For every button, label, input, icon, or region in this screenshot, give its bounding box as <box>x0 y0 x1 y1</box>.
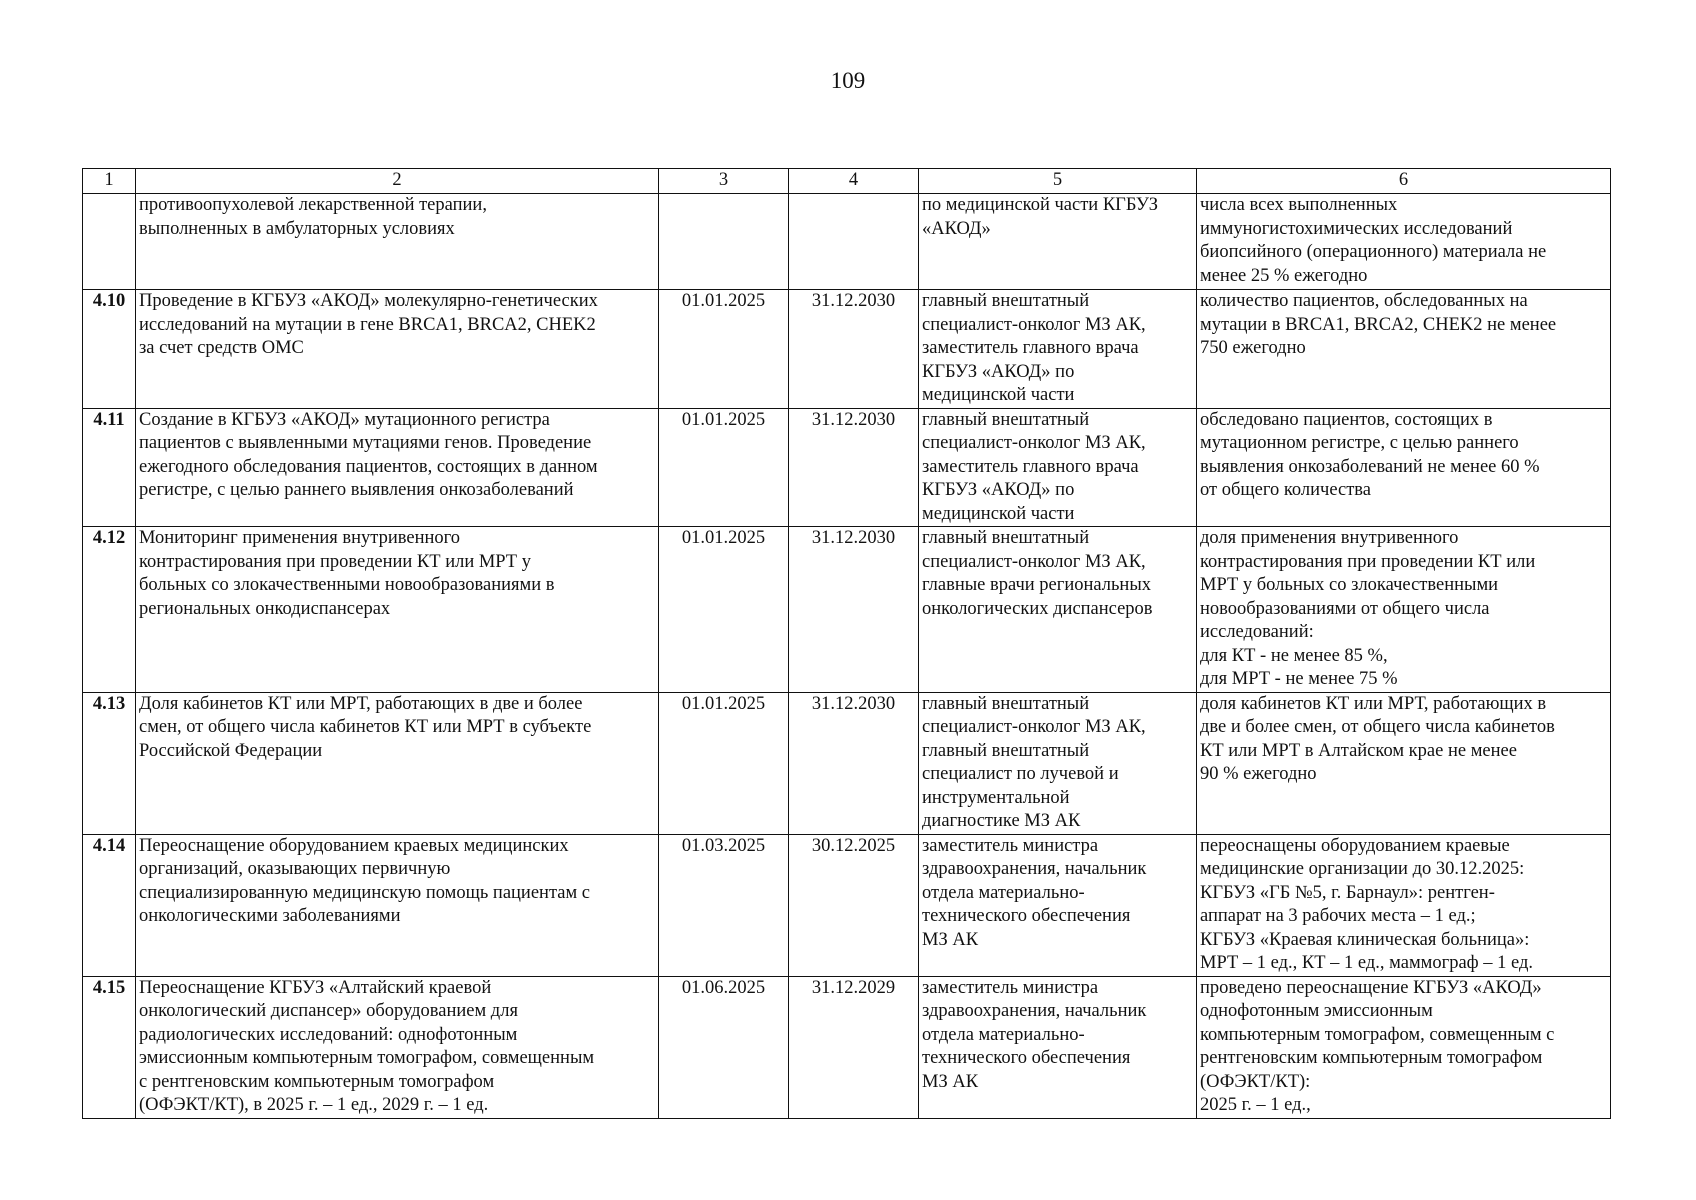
expected-result-line: 2025 г. – 1 ед., <box>1200 1095 1311 1115</box>
expected-result <box>1197 194 1611 290</box>
responsible-executor-line: специалист-онколог МЗ АК, <box>922 433 1146 453</box>
expected-result-line: КГБУЗ «Краевая клиническая больница»: <box>1200 929 1530 950</box>
start-date: 01.01.2025 <box>659 527 789 693</box>
responsible-executor-line: технического обеспечения <box>922 906 1131 926</box>
expected-result-line: КГБУЗ «ГБ №5, г. Барнаул»: рентген- <box>1200 882 1495 903</box>
measure-description-line: радиологических исследований: однофотонным <box>139 1024 518 1045</box>
end-date <box>789 194 919 290</box>
responsible-executor-line: главный внештатный <box>922 291 1090 311</box>
measure-description-line: эмиссионным компьютерным томографом, совмещенным <box>139 1048 595 1068</box>
measure-description-line: регистре, с целью раннего выявления онкозаболеваний <box>139 480 574 500</box>
table-row <box>83 976 1611 1118</box>
table-row <box>83 408 1611 527</box>
table-row <box>83 290 1611 409</box>
responsible-executor-line: главный внештатный <box>922 409 1090 430</box>
start-date: 01.06.2025 <box>659 976 789 1118</box>
end-date: 31.12.2030 <box>789 408 919 527</box>
row-number: 4.15 <box>83 976 136 1118</box>
measure-description-line: (ОФЭКТ/КТ), в 2025 г. – 1 ед., 2029 г. – 1 ед. <box>139 1095 489 1115</box>
end-date: 30.12.2025 <box>789 834 919 976</box>
responsible-executor <box>919 527 1197 693</box>
expected-result-line: доля применения внутривенного <box>1200 528 1459 548</box>
measure-description-line: организаций, оказывающих первичную <box>139 859 451 879</box>
measure-description <box>136 408 659 527</box>
start-date: 01.01.2025 <box>659 290 789 409</box>
measure-description <box>136 976 659 1118</box>
expected-result-line: 90 % ежегодно <box>1200 764 1317 784</box>
measure-description-line: онкологический диспансер» оборудованием для <box>139 1001 518 1021</box>
expected-result-line: иммуногистохимических исследований <box>1200 218 1513 239</box>
expected-result-line: для МРТ - не менее 75 % <box>1200 669 1398 689</box>
table-row <box>83 692 1611 834</box>
start-date: 01.03.2025 <box>659 834 789 976</box>
measure-description-line: с рентгеновским компьютерным томографом <box>139 1071 495 1092</box>
table-header-row <box>83 169 1611 194</box>
responsible-executor-line: специалист-онколог МЗ АК, <box>922 551 1146 572</box>
measure-description <box>136 527 659 693</box>
responsible-executor-line: отдела материально- <box>922 1024 1085 1045</box>
row-number: 4.12 <box>83 527 136 693</box>
measure-description-line: исследований на мутации в гене BRCA1, BRCA2, CHEK2 <box>139 314 596 335</box>
measure-description-line: специализированную медицинскую помощь пациентам с <box>139 882 591 903</box>
responsible-executor-line: специалист-онколог МЗ АК, <box>922 314 1146 335</box>
row-number: 4.14 <box>83 834 136 976</box>
responsible-executor-line: отдела материально- <box>922 882 1085 903</box>
expected-result-line: проведено переоснащение КГБУЗ «АКОД» <box>1200 977 1542 998</box>
expected-result-line: доля кабинетов КТ или МРТ, работающих в <box>1200 693 1547 714</box>
responsible-executor-line: главный внештатный <box>922 528 1090 548</box>
expected-result-line: для КТ - не менее 85 %, <box>1200 645 1388 666</box>
measure-description-line: Создание в КГБУЗ «АКОД» мутационного регистра <box>139 409 550 430</box>
start-date: 01.01.2025 <box>659 408 789 527</box>
start-date <box>659 194 789 290</box>
responsible-executor-line: заместитель министра <box>922 977 1099 998</box>
header-col-3: 3 <box>659 169 789 194</box>
responsible-executor-line: заместитель главного врача <box>922 338 1139 358</box>
end-date: 31.12.2029 <box>789 976 919 1118</box>
row-number: 4.11 <box>83 408 136 527</box>
expected-result-line: количество пациентов, обследованных на <box>1200 291 1528 311</box>
responsible-executor-line: КГБУЗ «АКОД» по <box>922 361 1075 382</box>
expected-result-line: две и более смен, от общего числа кабинетов <box>1200 717 1555 737</box>
table-row <box>83 834 1611 976</box>
responsible-executor <box>919 194 1197 290</box>
expected-result <box>1197 976 1611 1118</box>
measure-description-line: пациентов с выявленными мутациями генов. Проведение <box>139 433 592 453</box>
measure-description-line: Доля кабинетов КТ или МРТ, работающих в две и более <box>139 693 583 714</box>
row-number <box>83 194 136 290</box>
expected-result-line: рентгеновским компьютерным томографом <box>1200 1048 1543 1068</box>
expected-result-line: МРТ – 1 ед., КТ – 1 ед., маммограф – 1 ед. <box>1200 953 1534 973</box>
measure-description-line: онкологическими заболеваниями <box>139 906 401 926</box>
responsible-executor-line: диагностике МЗ АК <box>922 811 1081 831</box>
measure-description-line: ежегодного обследования пациентов, состоящих в данном <box>139 456 598 477</box>
responsible-executor <box>919 976 1197 1118</box>
responsible-executor-line: специалист по лучевой и <box>922 764 1119 784</box>
responsible-executor-line: специалист-онколог МЗ АК, <box>922 717 1146 737</box>
responsible-executor-line: по медицинской части КГБУЗ <box>922 195 1158 215</box>
expected-result-line: однофотонным эмиссионным <box>1200 1001 1433 1021</box>
responsible-executor-line: главные врачи региональных <box>922 575 1152 595</box>
header-col-5: 5 <box>919 169 1197 194</box>
expected-result-line: медицинские организации до 30.12.2025: <box>1200 859 1525 879</box>
end-date: 31.12.2030 <box>789 290 919 409</box>
header-col-6: 6 <box>1197 169 1611 194</box>
measures-table <box>82 168 1611 1119</box>
measure-description-line: Переоснащение оборудованием краевых медицинских <box>139 835 569 856</box>
expected-result-line: (ОФЭКТ/КТ): <box>1200 1071 1311 1092</box>
measure-description <box>136 692 659 834</box>
measure-description-line: противоопухолевой лекарственной терапии, <box>139 195 487 215</box>
measure-description-line: Переоснащение КГБУЗ «Алтайский краевой <box>139 977 492 998</box>
measure-description-line: больных со злокачественными новообразованиями в <box>139 575 555 595</box>
expected-result <box>1197 408 1611 527</box>
measure-description-line: Проведение в КГБУЗ «АКОД» молекулярно-генетических <box>139 291 598 311</box>
header-col-1: 1 <box>83 169 136 194</box>
responsible-executor-line: медицинской части <box>922 385 1075 405</box>
expected-result-line: переоснащены оборудованием краевые <box>1200 835 1510 856</box>
measure-description-line: региональных онкодиспансерах <box>139 598 391 619</box>
expected-result <box>1197 692 1611 834</box>
responsible-executor-line: МЗ АК <box>922 929 979 950</box>
responsible-executor-line: главный внештатный <box>922 693 1090 714</box>
measure-description-line: выполненных в амбулаторных условиях <box>139 218 455 239</box>
responsible-executor-line: технического обеспечения <box>922 1048 1131 1068</box>
responsible-executor-line: заместитель министра <box>922 835 1099 856</box>
responsible-executor-line: МЗ АК <box>922 1071 979 1092</box>
responsible-executor-line: «АКОД» <box>922 218 991 239</box>
responsible-executor-line: онкологических диспансеров <box>922 598 1153 619</box>
expected-result-line: новообразованиями от общего числа <box>1200 598 1490 619</box>
expected-result <box>1197 834 1611 976</box>
responsible-executor-line: главный внештатный <box>922 740 1090 761</box>
expected-result-line: биопсийного (операционного) материала не <box>1200 242 1547 262</box>
header-col-2: 2 <box>136 169 659 194</box>
expected-result-line: числа всех выполненных <box>1200 195 1398 215</box>
table-row <box>83 194 1611 290</box>
measure-description-line: Российской Федерации <box>139 740 323 761</box>
measure-description <box>136 290 659 409</box>
responsible-executor-line: медицинской части <box>922 503 1075 524</box>
expected-result-line: выявления онкозаболеваний не менее 60 % <box>1200 456 1540 477</box>
expected-result-line: контрастирования при проведении КТ или <box>1200 551 1536 572</box>
responsible-executor-line: заместитель главного врача <box>922 456 1139 477</box>
measure-description <box>136 834 659 976</box>
page-number: 109 <box>830 68 866 93</box>
start-date: 01.01.2025 <box>659 692 789 834</box>
measure-description <box>136 194 659 290</box>
expected-result-line: компьютерным томографом, совмещенным с <box>1200 1024 1555 1045</box>
expected-result-line: обследовано пациентов, состоящих в <box>1200 409 1493 430</box>
end-date: 31.12.2030 <box>789 527 919 693</box>
expected-result <box>1197 527 1611 693</box>
responsible-executor-line: КГБУЗ «АКОД» по <box>922 480 1075 500</box>
row-number: 4.13 <box>83 692 136 834</box>
expected-result-line: КТ или МРТ в Алтайском крае не менее <box>1200 740 1517 761</box>
expected-result-line: мутации в BRCA1, BRCA2, CHEK2 не менее <box>1200 314 1557 335</box>
responsible-executor <box>919 408 1197 527</box>
measure-description-line: контрастирования при проведении КТ или МРТ у <box>139 551 531 572</box>
expected-result-line: от общего количества <box>1200 480 1371 500</box>
measure-description-line: Мониторинг применения внутривенного <box>139 528 461 548</box>
responsible-executor-line: здравоохранения, начальник <box>922 1001 1147 1021</box>
responsible-executor-line: здравоохранения, начальник <box>922 859 1147 879</box>
expected-result-line: МРТ у больных со злокачественными <box>1200 575 1499 595</box>
expected-result-line: менее 25 % ежегодно <box>1200 265 1368 286</box>
expected-result-line: мутационном регистре, с целью раннего <box>1200 433 1519 453</box>
header-col-4: 4 <box>789 169 919 194</box>
responsible-executor-line: инструментальной <box>922 787 1070 808</box>
measure-description-line: за счет средств ОМС <box>139 338 304 358</box>
expected-result-line: исследований: <box>1200 622 1314 642</box>
table-row <box>83 527 1611 693</box>
row-number: 4.10 <box>83 290 136 409</box>
end-date: 31.12.2030 <box>789 692 919 834</box>
responsible-executor <box>919 692 1197 834</box>
expected-result-line: 750 ежегодно <box>1200 338 1306 358</box>
expected-result-line: аппарат на 3 рабочих места – 1 ед.; <box>1200 906 1476 926</box>
responsible-executor <box>919 834 1197 976</box>
expected-result <box>1197 290 1611 409</box>
measure-description-line: смен, от общего числа кабинетов КТ или МРТ в субъекте <box>139 717 592 737</box>
responsible-executor <box>919 290 1197 409</box>
